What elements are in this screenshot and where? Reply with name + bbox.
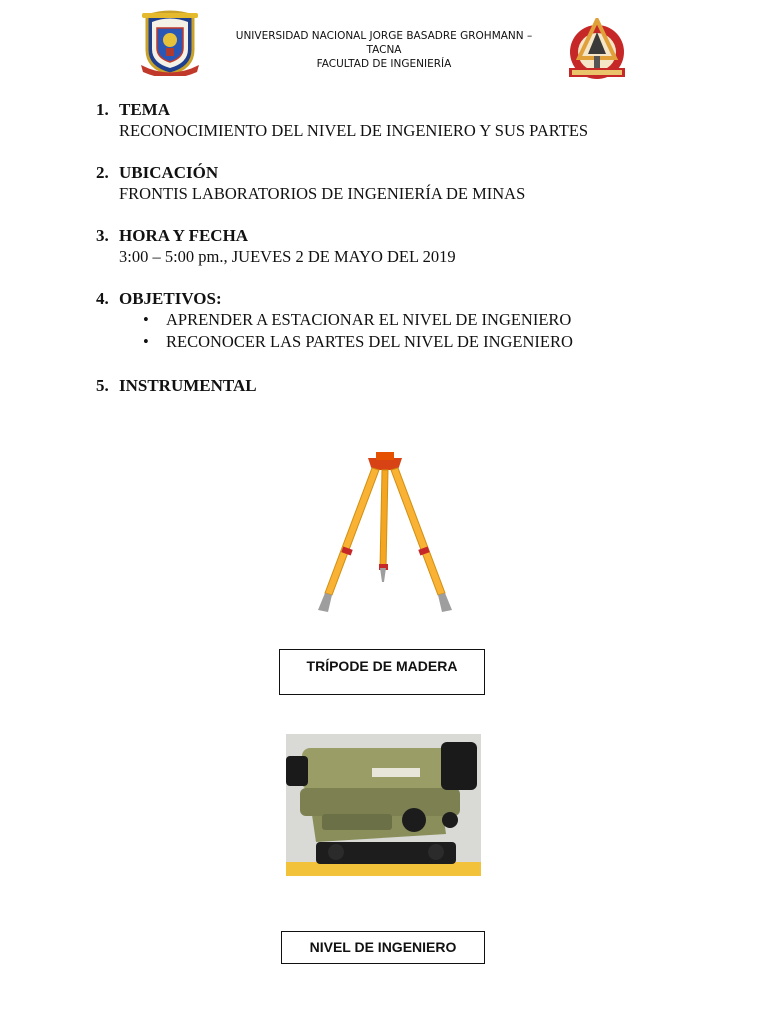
section-body: 3:00 – 5:00 pm., JUEVES 2 DE MAYO DEL 2019	[119, 247, 456, 266]
list-item: • RECONOCER LAS PARTES DEL NIVEL DE INGENIERO	[143, 331, 716, 353]
section-title: OBJETIVOS:	[119, 289, 222, 308]
section-hora-fecha	[96, 225, 716, 267]
faculty-name: FACULTAD DE INGENIERÍA	[316, 58, 452, 70]
section-title: HORA Y FECHA	[119, 226, 249, 245]
section-objetivos	[96, 288, 716, 353]
section-instrumental	[96, 375, 716, 396]
section-ubicacion	[96, 162, 716, 204]
section-title: TEMA	[119, 100, 170, 119]
level-caption: NIVEL DE INGENIERO	[281, 931, 485, 964]
institution-header	[222, 29, 546, 71]
section-number: 3.	[96, 226, 109, 245]
institution-city: TACNA	[366, 44, 402, 56]
section-number: 4.	[96, 289, 109, 308]
tripod-image	[280, 440, 490, 625]
engineer-level-image	[286, 734, 481, 876]
section-number: 2.	[96, 163, 109, 182]
section-title: UBICACIÓN	[119, 163, 219, 182]
objectives-list	[96, 309, 716, 353]
section-body: RECONOCIMIENTO DEL NIVEL DE INGENIERO Y SUS PARTES	[119, 121, 589, 140]
section-body: FRONTIS LABORATORIOS DE INGENIERÍA DE MINAS	[119, 184, 526, 203]
section-number: 1.	[96, 100, 109, 119]
section-tema	[96, 99, 716, 141]
university-seal-logo	[139, 10, 201, 76]
school-emblem-logo	[563, 18, 631, 80]
tripod-caption: TRÍPODE DE MADERA	[279, 649, 485, 695]
section-number: 5.	[96, 376, 109, 395]
institution-name: UNIVERSIDAD NACIONAL JORGE BASADRE GROHMANN –	[235, 30, 533, 42]
section-title: INSTRUMENTAL	[119, 376, 257, 395]
list-item: • APRENDER A ESTACIONAR EL NIVEL DE INGENIERO	[143, 309, 716, 331]
